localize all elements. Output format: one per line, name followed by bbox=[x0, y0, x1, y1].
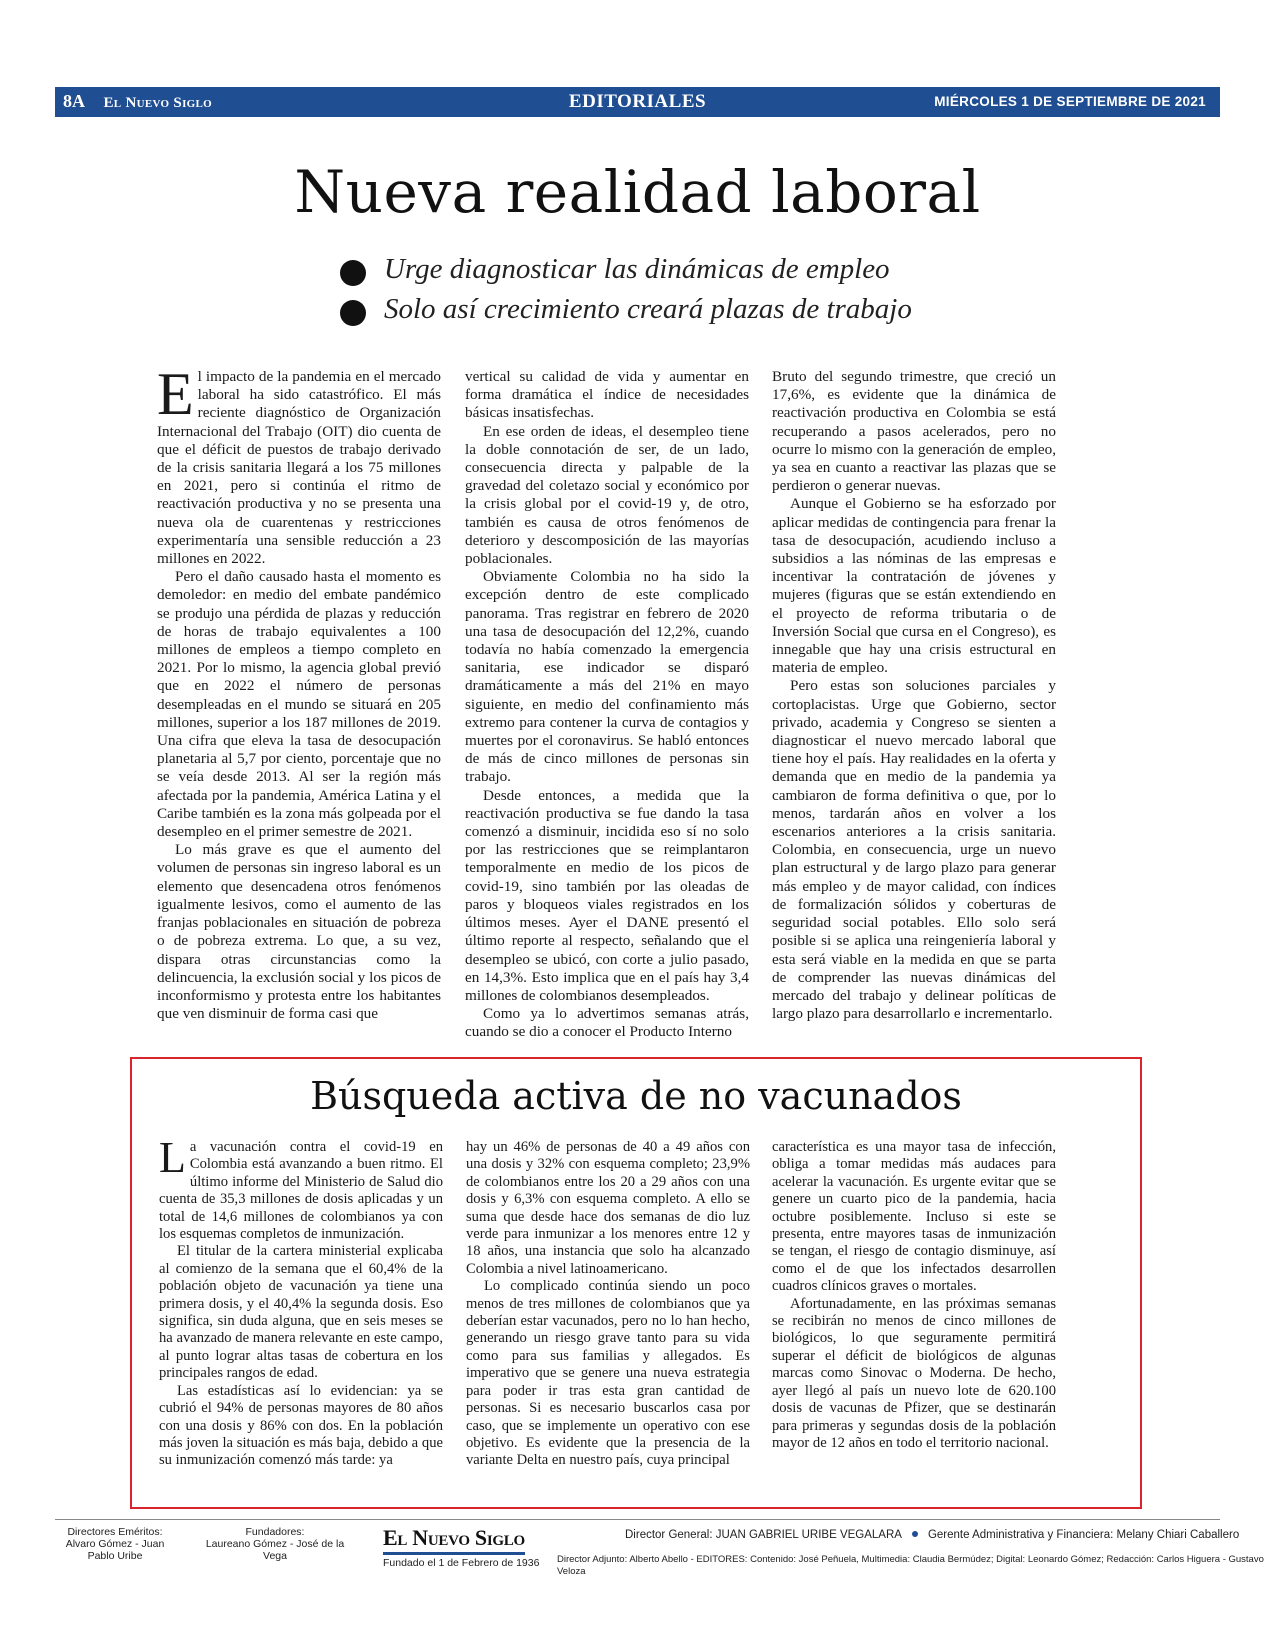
drop-cap: L bbox=[159, 1133, 186, 1182]
box-column-2 bbox=[466, 1139, 750, 1470]
paragraph: Pero estas son soluciones parciales y cortoplacistas. Urge que Gobierno, sector privado, academia y Congreso se sienten a diagnosticar el nuevo mercado laboral que tiene hoy el país. Hay realidades en la oferta y demanda que en medio de la pandemia ya cambiaron de forma definitiva o que, por lo menos, tardarán años en volver a los escenarios anteriores a la crisis sanitaria. Colombia, en consecuencia, urge un nuevo plan estructural y de largo plazo para generar más empleo y de mayor calidad, con índices de formalización sólidos y coberturas de seguridad social potables. Ello solo será posible si se aplica una reingeniería laboral y esta será viable en la medida en que se parta de comprender las nuevas dinámicas del mercado del trabajo y delinear políticas de largo plazo para desarrollarlo e incrementarlo. bbox=[772, 677, 1056, 1023]
fundadores bbox=[200, 1526, 350, 1562]
paragraph bbox=[159, 1133, 443, 1243]
paragraph-text: l impacto de la pandemia en el mercado laboral ha sido catastrófico. El más reciente diagnóstico de Organización Internacional del Trabajo (OIT) dio cuenta de que el déficit de puestos de trabajo derivado de la crisis sanitaria llegará a los 75 millones en 2021, pero si continúa el ritmo de reactivación productiva y no se presenta una nueva ola de cuarentenas y restricciones experimentaría una sensible reducción a 23 millones en 2022. bbox=[157, 368, 441, 568]
footer-logo: El Nuevo Siglo bbox=[383, 1525, 525, 1555]
bullet-icon bbox=[340, 260, 366, 286]
paragraph-text: a vacunación contra el covid-19 en Colombia está avanzando a buen ritmo. El último informe del Ministerio de Salud dio cuenta de 35,3 millones de dosis aplicadas y un total de 14,6 millones de colombianos ya con los esquemas completos de inmunización. bbox=[159, 1139, 443, 1243]
section-header-bar bbox=[55, 87, 1220, 117]
deck-text: Solo así crecimiento creará plazas de trabajo bbox=[384, 293, 912, 325]
issue-date: MIÉRCOLES 1 DE SEPTIEMBRE DE 2021 bbox=[934, 94, 1206, 109]
directores-names: Alvaro Gómez - Juan Pablo Uribe bbox=[65, 1538, 165, 1562]
drop-cap: E bbox=[157, 361, 194, 427]
paragraph: hay un 46% de personas de 40 a 49 años con una dosis y 32% con esquema completo; 23,9% de colombianos entre los 20 a 29 años con una dosis y 6,3% con esquema completo. A ello se suma que desde hace dos semanas de dio luz verde para inmunizar a los menores entre 12 y 18 años, una instancia que solo ha alcanzado Colombia a nivel latinoamericano. bbox=[466, 1139, 750, 1277]
paragraph: En ese orden de ideas, el desempleo tiene la doble connotación de ser, de un lado, consecuencia directa y palpable de la gravedad del coletazo social y económico por la crisis global por el covid-19 y, de otro, también es causa de otros fenómenos de deterioro y descomposición de las mayorías poblacionales. bbox=[465, 422, 749, 568]
fundadores-label: Fundadores: bbox=[245, 1526, 305, 1538]
section-name: EDITORIALES bbox=[568, 91, 707, 112]
editorial-deck bbox=[340, 252, 1060, 332]
management-line bbox=[625, 1529, 1239, 1541]
bullet-icon bbox=[340, 300, 366, 326]
deck-line bbox=[340, 292, 1060, 332]
paragraph: Desde entonces, a medida que la reactivación productiva se fue dando la tasa comenzó a disminuir, incidida eso sí no solo por las restricciones que se reimplantaron temporalmente en medio de los picos de covid-19, sino también por las oleadas de paros y bloqueos viales registrados en los últimos meses. Ayer el DANE presentó el último reporte al respecto, señalando que el desempleo se ubicó, con corte a julio pasado, en 14,3%. Esto implica que en el país hay 3,4 millones de colombianos desempleados. bbox=[465, 786, 749, 1004]
boxed-editorial bbox=[130, 1057, 1142, 1509]
deck-text: Urge diagnosticar las dinámicas de empleo bbox=[384, 253, 890, 285]
directores-emeritos bbox=[55, 1526, 175, 1562]
footer-divider bbox=[55, 1519, 1220, 1520]
paragraph: Afortunadamente, en las próximas semanas se recibirán no menos de cinco millones de biológicos, lo que seguramente permitirá superar el déficit de biológicos de algunas marcas como Sinovac o Moderna. De hecho, ayer llegó al país un nuevo lote de 620.100 dosis de vacunas de Pfizer, que se destinarán para primeras y segundas dosis de la población mayor de 12 años en todo el territorio nacional. bbox=[772, 1295, 1056, 1451]
gerente: Gerente Administrativa y Financiera: Melany Chiari Caballero bbox=[927, 1529, 1240, 1541]
column-3 bbox=[772, 368, 1056, 1023]
paragraph: El titular de la cartera ministerial explicaba al comienzo de la semana que el 60,4% de la población objeto de vacunación ya tiene una primera dosis, y el 40,4% la segunda dosis. Eso significa, sin duda alguna, que en seis meses se ha avanzado de manera relevante en este campo, al punto lograr altas tasas de cobertura en los principales rangos de edad. bbox=[159, 1243, 443, 1382]
staff-credits: Director Adjunto: Alberto Abello - EDITORES: Contenido: José Peñuela, Multimedia: Claudia Bermúdez; Digital: Leonardo Gómez; Redacción: Carlos Higuera - Gustavo Veloza bbox=[557, 1554, 1264, 1577]
column-1 bbox=[157, 361, 441, 1023]
deck-line bbox=[340, 252, 1060, 292]
paragraph: característica es una mayor tasa de infección, obliga a tomar medidas más audaces para acelerar la vacunación. Es urgente evitar que se genere un cuarto pico de la pandemia, hacia octubre posiblemente. Incluso si este se presenta, entre mayores tasas de inmunización se tengan, el riesgo de contagio disminuye, así como el de que los infectados desarrollen cuadros clínicos graves o mortales. bbox=[772, 1139, 1056, 1295]
box-column-1 bbox=[159, 1133, 443, 1470]
paragraph: Pero el daño causado hasta el momento es demoledor: en medio del embate pandémico se produjo una pérdida de plazas y reducción de horas de trabajo equivalentes a 100 millones de empleos a tiempo completo en 2021. Por lo mismo, la agencia global previó que en 2022 el número de personas desempleadas en el mundo se situará en 205 millones, superior a los 187 millones de 2019. Una cifra que eleva la tasa de desocupación planetaria al 5,7 por ciento, porcentaje que no se veía desde 2013. Al ser la región más afectada por la pandemia, América Latina y el Caribe también es la zona más golpeada por el desempleo en el primer semestre de 2021. bbox=[157, 568, 441, 841]
paragraph: vertical su calidad de vida y aumentar en forma dramática el índice de necesidades básicas insatisfechas. bbox=[465, 368, 749, 422]
paragraph: Aunque el Gobierno se ha esforzado por aplicar medidas de contingencia para frenar la tasa de desocupación, acudiendo incluso a subsidios a las nóminas de las empresas e incentivar la contratación de jóvenes y mujeres (figuras que se están extendiendo en el proyecto de reforma tributaria o de Inversión Social que cursa en el Congreso), es innegable que hay una crisis estructural en materia de empleo. bbox=[772, 495, 1056, 677]
page-number: 8A bbox=[63, 91, 85, 111]
paragraph: Bruto del segundo trimestre, que creció un 17,6%, es evidente que la dinámica de reactivación productiva en Colombia se está recuperando a pasos acelerados, pero no ocurre lo mismo con la generación de empleo, ya sea en cuanto a reactivar las plazas que se perdieron o generar nuevas. bbox=[772, 368, 1056, 495]
paragraph: Obviamente Colombia no ha sido la excepción dentro de este complicado panorama. Tras registrar en febrero de 2020 una tasa de desocupación del 12,2%, cuando todavía no había comenzado la emergencia sanitaria, ese indicador se disparó dramáticamente a más del 21% en mayo siguiente, en medio del confinamiento más extremo para contener la curva de contagios y muertes por el coronavirus. Se habló entonces de más de cinco millones de personas sin trabajo. bbox=[465, 568, 749, 786]
masthead-brand: El Nuevo Siglo bbox=[103, 95, 213, 111]
directores-label: Directores Eméritos: bbox=[67, 1526, 163, 1538]
paragraph: Como ya lo advertimos semanas atrás, cuando se dio a conocer el Producto Interno bbox=[465, 1005, 749, 1041]
paragraph: Lo más grave es que el aumento del volumen de personas sin ingreso laboral es un elemento que desencadena otros fenómenos igualmente lesivos, como el aumento de las franjas poblacionales en situación de pobreza o de pobreza extrema. Lo que, a su vez, dispara otras circunstancias como la delincuencia, la exclusión social y los picos de inconformismo y protesta entre los habitantes que ven disminuir de forma casi que bbox=[157, 841, 441, 1023]
column-2 bbox=[465, 368, 749, 1042]
editorial-title: Nueva realidad laboral bbox=[294, 158, 981, 226]
separator-dot bbox=[912, 1531, 918, 1537]
paragraph: Las estadísticas así lo evidencian: ya se cubrió el 94% de personas mayores de 80 años con una dosis y 86% con dos. En la población más joven la situación es más baja, debido a que su inmunización comenzó más tarde: ya bbox=[159, 1382, 443, 1469]
paragraph: Lo complicado continúa siendo un poco menos de tres millones de colombianos que ya deberían estar vacunados, pero no lo han hecho, generando un riesgo grave tanto para su vida como para sus familias y allegados. Es imperativo que se genere una nueva estrategia para poder ir tras esta gran cantidad de personas. Si es necesario buscarlos casa por caso, que se implemente un operativo con ese objetivo. Es evidente que la presencia de la variante Delta en nuestro país, cuya principal bbox=[466, 1278, 750, 1469]
founding-date: Fundado el 1 de Febrero de 1936 bbox=[383, 1557, 540, 1569]
director-general: Director General: JUAN GABRIEL URIBE VEGALARA bbox=[625, 1529, 902, 1541]
fundadores-names: Laureano Gómez - José de la Vega bbox=[205, 1538, 345, 1562]
box-column-3 bbox=[772, 1139, 1056, 1452]
boxed-editorial-title: Búsqueda activa de no vacunados bbox=[310, 1074, 962, 1118]
paragraph bbox=[157, 361, 441, 568]
